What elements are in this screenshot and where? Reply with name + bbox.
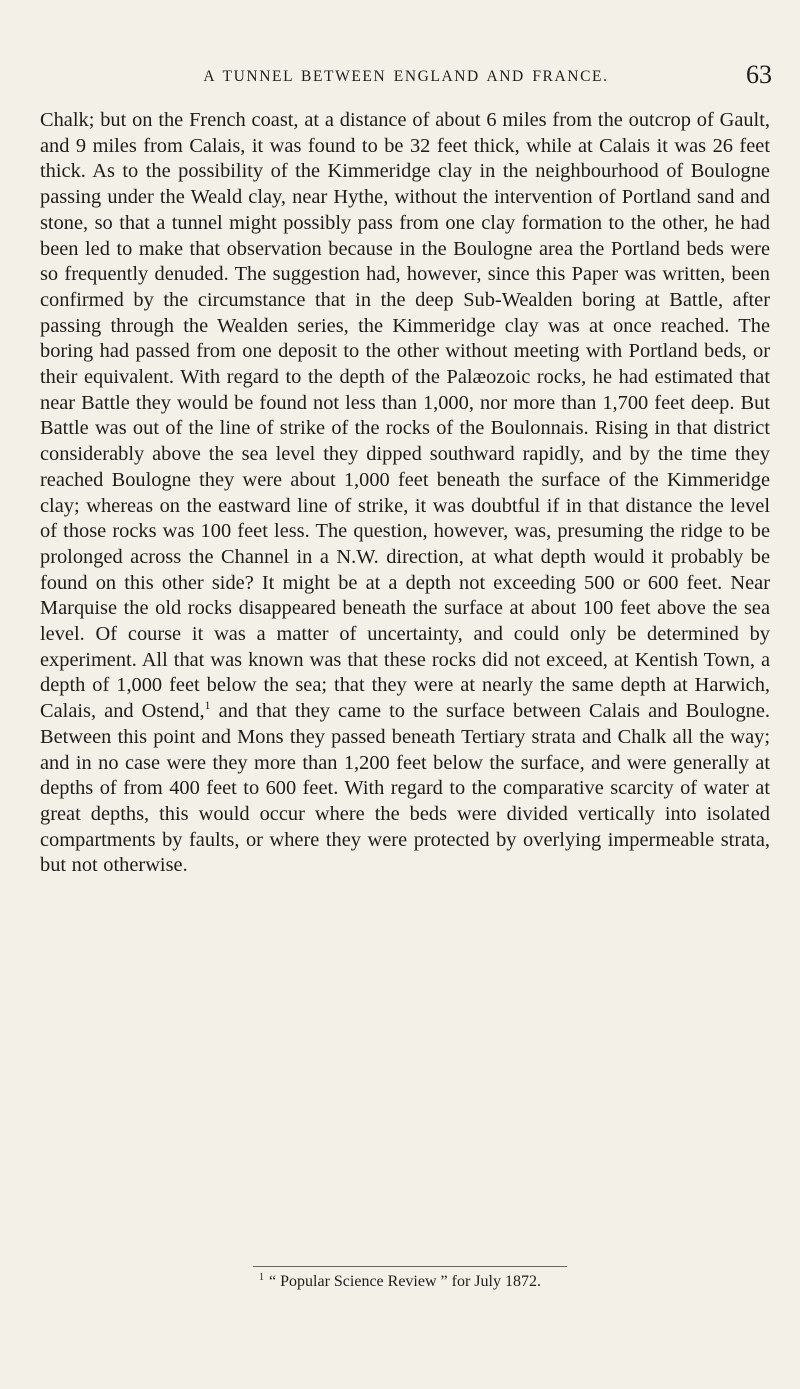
- body-text: [40, 108, 770, 879]
- footnote-text: “ Popular Science Review ” for July 1872.: [269, 1273, 541, 1290]
- paragraph-text-part-2: and that they came to the surface between Calais and Boulogne. Between this point and Mons they passed beneath Tertiary strata and Chalk all the way; and in no case were they more than 1,200 feet below the surface, and were generally at depths of from 400 feet to 600 feet. With regard to the comparative scarcity of water at great depths, this would occur where the beds were divided vertically into isolated compartments by faults, or where they were protected by overlying impermeable strata, but not otherwise.: [40, 700, 770, 877]
- page-number: 63: [746, 60, 772, 89]
- running-title: A TUNNEL BETWEEN ENGLAND AND FRANCE.: [203, 68, 609, 85]
- footnote: [0, 1272, 800, 1292]
- page-header: [40, 62, 772, 94]
- footnote-reference: 1: [204, 698, 211, 713]
- paragraph-text-part-1: Chalk; but on the French coast, at a distance of about 6 miles from the outcrop of Gault, and 9 miles from Calais, it was found to be 32 feet thick, while at Calais it was 26 feet thick. As to the possibility of the Kimmeridge clay in the neighbourhood of Boulogne passing under the Weald clay, near Hythe, without the intervention of Portland sand and stone, so that a tunnel might possibly pass from one clay formation to the other, he had been led to make that observation because in the Boulogne area the Portland beds were so frequently denuded. The suggestion had, however, since this Paper was written, been confirmed by the circumstance that in the deep Sub-Wealden boring at Battle, after passing through the Wealden series, the Kimmeridge clay was at once reached. The boring had passed from one deposit to the other without meeting with Portland beds, or their equivalent. With regard to the depth of the Palæozoic rocks, he had estimated that near Battle they would be found not less than 1,000, nor more than 1,700 feet deep. But Battle was out of the line of strike of the rocks of the Boulonnais. Rising in that district considerably above the sea level they dipped southward rapidly, and by the time they reached Boulogne they were about 1,000 feet beneath the surface of the Kimmeridge clay; whereas on the eastward line of strike, it was doubtful if in that distance the level of those rocks was 100 feet less. The question, however, was, presuming the ridge to be prolonged across the Channel in a N.W. direction, at what depth would it probably be found on this other side? It might be at a depth not exceeding 500 or 600 feet. Near Marquise the old rocks disappeared beneath the surface at about 100 feet above the sea level. Of course it was a matter of uncertainty, and could only be determined by experiment. All that was known was that these rocks did not exceed, at Kentish Town, a depth of 1,000 feet below the sea; that they were at nearly the same depth at Harwich, Calais, and Ostend,: [40, 109, 770, 723]
- footnote-marker: 1: [259, 1271, 265, 1283]
- paragraph: [40, 108, 770, 879]
- footnote-divider: [253, 1266, 567, 1267]
